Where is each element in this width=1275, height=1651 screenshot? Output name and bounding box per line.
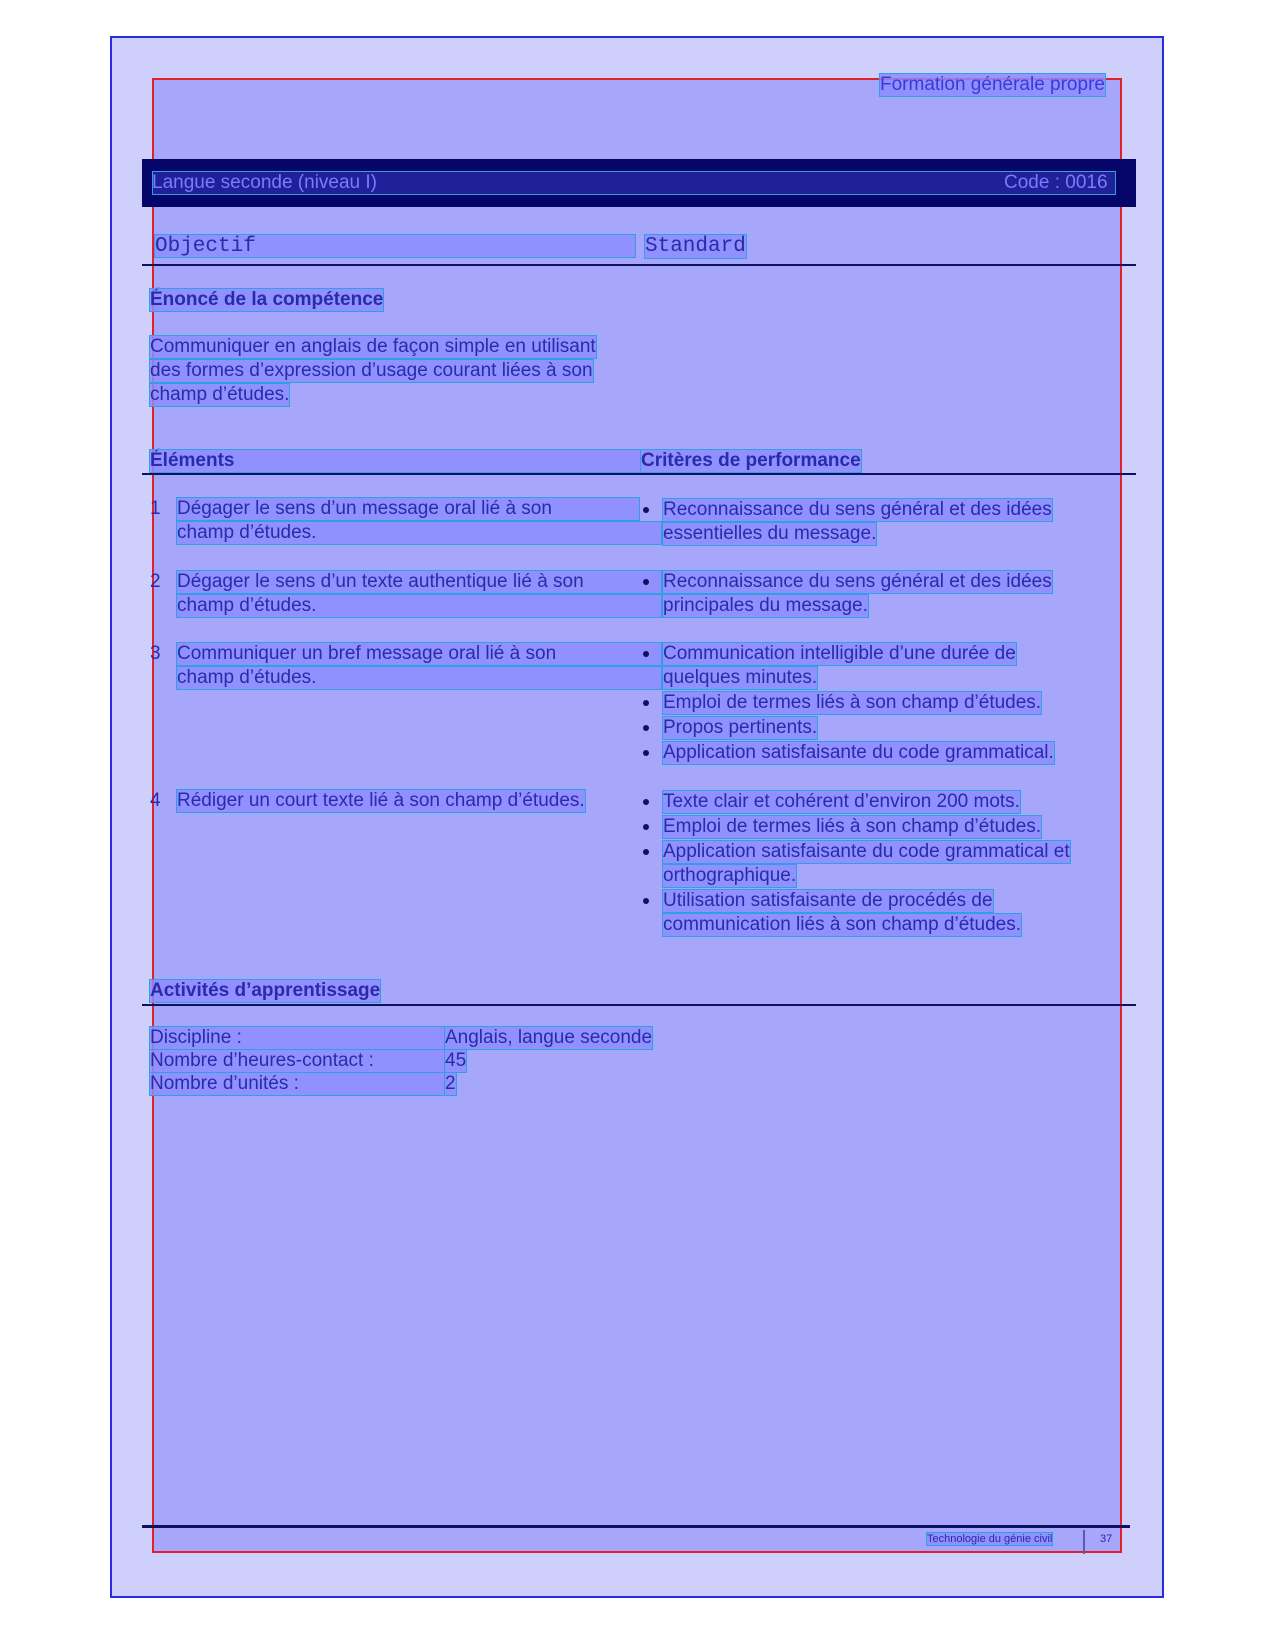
header-program-type: Formation générale propre xyxy=(880,74,1105,95)
section-rule-top xyxy=(142,264,1136,266)
element-text: Communiquer un bref message oral lié à son xyxy=(177,643,661,665)
element-text: champ d’études. xyxy=(177,667,661,689)
criterion-text: Application satisfaisante du code grammatical et xyxy=(663,841,1070,862)
criterion-text: Utilisation satisfaisante de procédés de xyxy=(663,890,993,911)
section-rule-elements xyxy=(142,473,1136,475)
element-number: 1 xyxy=(150,498,161,519)
competence-line: Communiquer en anglais de façon simple en utilisant xyxy=(150,336,596,357)
competence-line: des formes d’expression d’usage courant liées à son xyxy=(150,360,593,381)
criterion-text: principales du message. xyxy=(663,595,868,616)
bullet-icon xyxy=(643,725,649,731)
criterion-text: Application satisfaisante du code grammatical. xyxy=(663,742,1054,763)
activity-label: Nombre d’unités : xyxy=(150,1073,444,1095)
element-text: Rédiger un court texte lié à son champ d’études. xyxy=(177,790,585,811)
criterion-text: Reconnaissance du sens général et des idées xyxy=(663,499,1052,520)
competence-line: champ d’études. xyxy=(150,384,290,405)
element-text: champ d’études. xyxy=(177,522,661,544)
competence-heading: Énoncé de la compétence xyxy=(150,289,384,310)
element-number: 3 xyxy=(150,643,161,664)
bullet-icon xyxy=(643,849,649,855)
section-rule-activities xyxy=(142,1004,1136,1006)
activity-value: 45 xyxy=(445,1050,467,1071)
criterion-text: communication liés à son champ d’études. xyxy=(663,914,1022,935)
bullet-icon xyxy=(643,579,649,585)
element-number: 2 xyxy=(150,571,161,592)
activity-label: Discipline : xyxy=(150,1027,444,1049)
bullet-icon xyxy=(643,750,649,756)
criterion-text: Propos pertinents. xyxy=(663,717,818,738)
criterion-text: Emploi de termes liés à son champ d’études. xyxy=(663,692,1042,713)
criterion-text: orthographique. xyxy=(663,865,797,886)
bullet-icon xyxy=(643,799,649,805)
criterion-text: quelques minutes. xyxy=(663,667,818,688)
footer-separator xyxy=(1083,1530,1085,1554)
element-text: Dégager le sens d’un message oral lié à son xyxy=(177,498,639,520)
activity-value: Anglais, langue seconde xyxy=(445,1027,653,1048)
standard-heading: Standard xyxy=(645,235,746,258)
footer-program: Technologie du génie civil xyxy=(927,1533,1053,1545)
course-title: Langue seconde (niveau I) xyxy=(152,172,377,193)
bullet-icon xyxy=(643,700,649,706)
element-number: 4 xyxy=(150,790,161,811)
footer-page-number: 37 xyxy=(1100,1533,1113,1545)
activities-heading: Activités d’apprentissage xyxy=(150,980,381,1001)
activity-label: Nombre d’heures-contact : xyxy=(150,1050,444,1072)
criteria-heading: Critères de performance xyxy=(641,450,861,471)
bullet-icon xyxy=(643,651,649,657)
activity-value: 2 xyxy=(445,1073,456,1094)
criterion-text: Communication intelligible d’une durée de xyxy=(663,643,1016,664)
objective-heading: Objectif xyxy=(155,235,635,257)
element-text: champ d’études. xyxy=(177,595,661,617)
element-text: Dégager le sens d’un texte authentique lié à son xyxy=(177,571,661,593)
criterion-text: Emploi de termes liés à son champ d’études. xyxy=(663,816,1042,837)
criterion-text: essentielles du message. xyxy=(663,523,877,544)
bullet-icon xyxy=(643,507,649,513)
course-code: Code : 0016 xyxy=(1004,172,1108,193)
bullet-icon xyxy=(643,898,649,904)
elements-heading: Éléments xyxy=(150,450,640,472)
footer-rule xyxy=(142,1525,1130,1528)
criterion-text: Texte clair et cohérent d’environ 200 mots. xyxy=(663,791,1020,812)
bullet-icon xyxy=(643,824,649,830)
criterion-text: Reconnaissance du sens général et des idées xyxy=(663,571,1052,592)
